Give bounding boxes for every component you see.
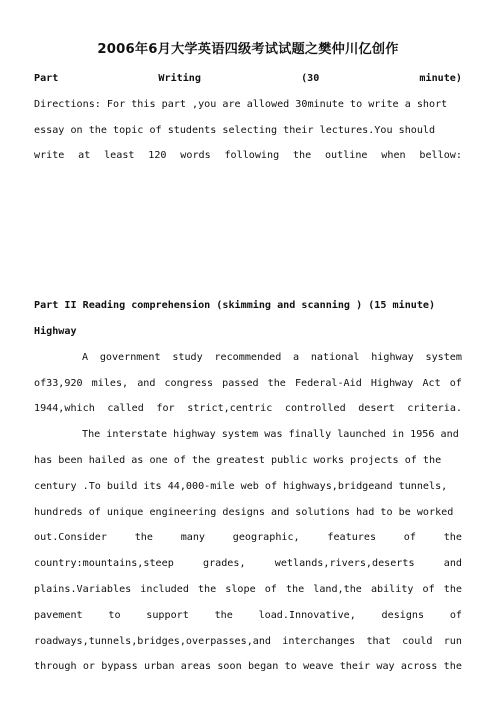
word: at: [78, 150, 91, 162]
word: features: [327, 532, 377, 544]
word: areas: [180, 661, 212, 673]
word: support: [146, 609, 189, 621]
paragraph-line: [34, 396, 462, 422]
word: following: [224, 150, 280, 162]
word: the: [292, 150, 312, 162]
word: of: [449, 377, 462, 389]
word: interchanges: [282, 635, 356, 647]
word: to: [284, 661, 297, 673]
word: Highway: [370, 377, 414, 389]
word: began: [247, 661, 279, 673]
word: the: [197, 583, 217, 595]
word: out.Consider: [34, 532, 107, 544]
word: called: [107, 403, 144, 415]
heading-word: minute): [419, 73, 462, 84]
word: way: [376, 661, 395, 673]
word: through: [34, 661, 77, 673]
word: run: [443, 635, 462, 647]
word: could: [402, 635, 433, 647]
word: government: [99, 351, 161, 363]
word: and: [137, 377, 156, 389]
passage-title: Highway: [34, 325, 77, 337]
word: weave: [303, 661, 334, 673]
word: strict,centric: [187, 403, 273, 415]
word: controlled: [284, 403, 346, 415]
part-reading-heading: Part II Reading comprehension (skimming and scanning ) (15 minute): [34, 300, 436, 312]
word: Act: [422, 377, 441, 389]
word: or: [82, 661, 95, 673]
paragraph-line: [34, 525, 462, 551]
word: the: [214, 609, 233, 621]
word: the: [443, 583, 462, 595]
word: the: [134, 532, 153, 544]
word: land,the: [313, 583, 362, 595]
word: of: [403, 532, 416, 544]
word: when: [381, 150, 406, 162]
word: 1944,which: [34, 403, 95, 415]
word: for: [156, 403, 175, 415]
word: national: [310, 351, 360, 363]
word: system: [425, 351, 462, 363]
word: A: [82, 351, 89, 363]
word: a: [293, 351, 300, 363]
paragraph-line: has been hailed as one of the greatest public works projects of the: [34, 454, 442, 466]
word: desert: [358, 403, 395, 415]
word: 120: [148, 150, 167, 162]
word: write: [34, 150, 65, 162]
paragraph-line: The interstate highway system was finally launched in 1956 and: [82, 429, 459, 441]
paragraph-line: [34, 371, 462, 397]
word: recommended: [214, 351, 282, 363]
word: congress: [164, 377, 214, 389]
word: miles,: [91, 377, 129, 389]
word: grades,: [203, 558, 246, 570]
word: soon: [217, 661, 242, 673]
word: roadways,tunnels,bridges,overpasses,and: [34, 635, 272, 647]
word: the: [443, 532, 462, 544]
paragraph-line: [34, 654, 462, 680]
word: slope: [225, 583, 256, 595]
paragraph-line: [34, 577, 462, 603]
heading-word: Writing: [158, 73, 201, 84]
document-title: 2006年6月大学英语四级考试试题之樊仲川亿创作: [97, 42, 399, 57]
word: passed: [222, 377, 259, 389]
word: the: [443, 661, 462, 673]
blank-space: [34, 169, 462, 293]
word: wetlands,rivers,deserts: [274, 558, 415, 570]
directions-line: essay on the topic of students selecting their lectures.You should: [34, 124, 436, 136]
paragraph-line: [34, 345, 462, 371]
word: highway: [371, 351, 414, 363]
paragraph-line: century .To build its 44,000-mile web of highways,bridgeand tunnels,: [34, 480, 448, 492]
word: across: [400, 661, 438, 673]
word: urban: [144, 661, 175, 673]
word: of: [422, 583, 435, 595]
word: words: [180, 150, 211, 162]
word: designs: [381, 609, 425, 621]
word: least: [104, 150, 135, 162]
paragraph-line: hundreds of unique engineering designs and solutions had to be worked: [34, 506, 454, 518]
directions-line: Directions: For this part ,you are allowed 30minute to write a short: [34, 98, 448, 110]
word: the: [285, 583, 305, 595]
paragraph-line: [34, 603, 462, 629]
word: ability: [370, 583, 414, 595]
directions-line-justified: [34, 143, 462, 169]
word: outline: [324, 150, 368, 162]
word: the: [267, 377, 286, 389]
word: pavement: [34, 609, 83, 621]
word: country:mountains,steep: [34, 558, 174, 570]
word: their: [339, 661, 371, 673]
word: plains.Variables: [34, 583, 132, 595]
word: Federal-Aid: [294, 377, 362, 389]
word: load.Innovative,: [258, 609, 356, 621]
paragraph-line: [34, 551, 462, 577]
word: of33,920: [34, 377, 83, 389]
word: included: [140, 583, 189, 595]
word: criteria.: [407, 403, 462, 415]
document-page: [34, 38, 462, 680]
heading-word: (30: [301, 73, 320, 84]
word: of: [264, 583, 277, 595]
paragraph-line: [34, 629, 462, 655]
word: to: [108, 609, 121, 621]
word: study: [172, 351, 203, 363]
word: that: [366, 635, 391, 647]
word: geographic,: [232, 532, 300, 544]
word: and: [443, 558, 462, 570]
part-writing-heading: [34, 66, 462, 92]
word: bypass: [101, 661, 138, 673]
word: bellow:: [419, 150, 462, 162]
heading-word: Part: [34, 73, 59, 84]
word: many: [180, 532, 206, 544]
word: of: [449, 609, 462, 621]
